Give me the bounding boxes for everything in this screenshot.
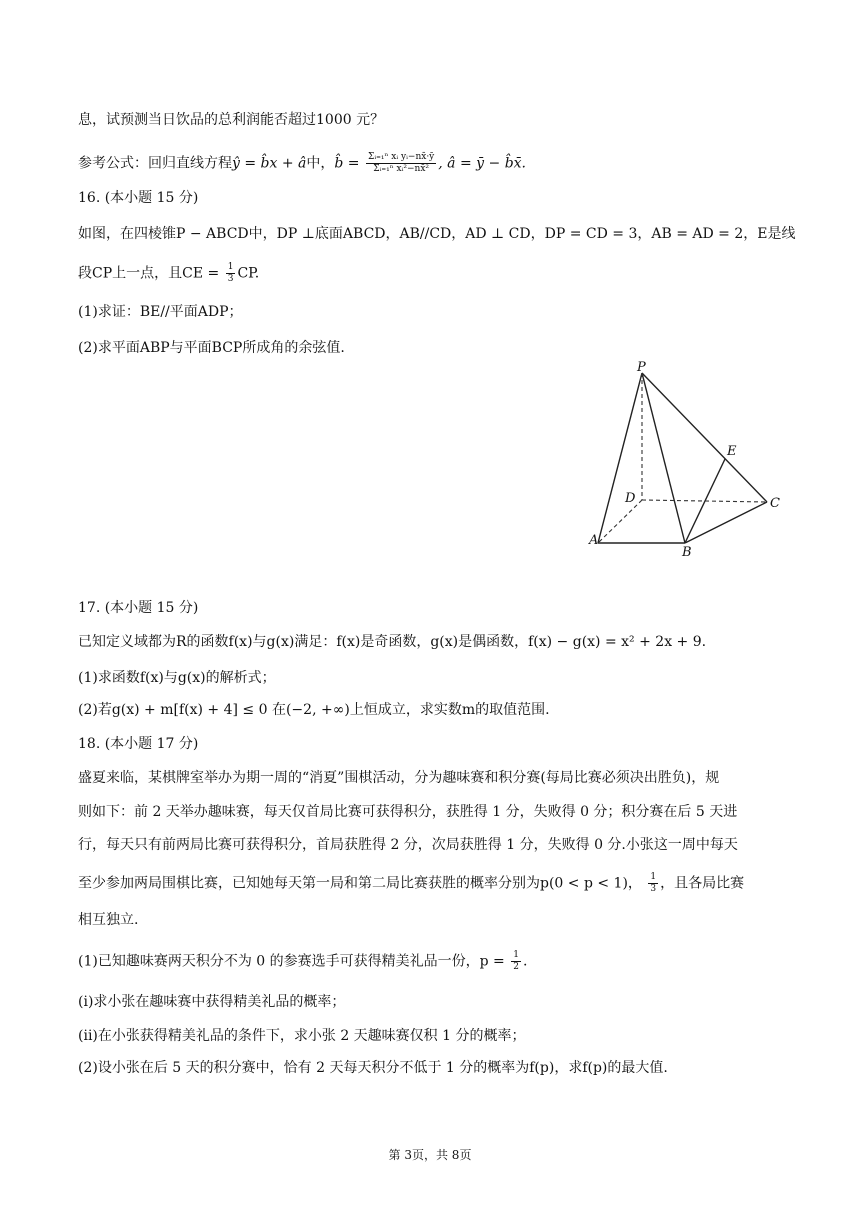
edge-pb <box>642 373 685 543</box>
label-b: B <box>682 545 692 558</box>
question-16-text <box>78 262 259 285</box>
fraction-numerator: 1 <box>650 872 657 882</box>
fraction-denominator: 2 <box>513 962 519 972</box>
pyramid-figure <box>585 358 785 558</box>
text-fragment: 段CP上一点，且CE = <box>78 265 220 282</box>
reference-formula <box>78 152 526 175</box>
fraction-denominator: 3 <box>650 884 657 894</box>
edge-pc <box>642 373 767 502</box>
text-fragment: (1)已知趣味赛两天积分不为 0 的参赛选手可获得精美礼品一份，p = <box>78 953 505 970</box>
page-footer: 第 3页，共 8页 <box>388 1148 472 1162</box>
question-18-subpart-i: (i)求小张在趣味赛中获得精美礼品的概率； <box>78 994 346 1010</box>
label-a: A <box>589 533 599 548</box>
question-18-text: 行，每天只有前两局比赛可获得积分，首局获胜得 2 分，次局获胜得 1 分，失败得 0 分.小张这一周中每天 <box>78 837 738 853</box>
edge-da-hidden <box>598 500 642 543</box>
fraction-numerator: Σᵢ₌₁ⁿ xᵢ yᵢ−nx̄·ȳ <box>367 152 435 162</box>
a-hat-formula: , â = ȳ − b̂x̄. <box>438 155 527 172</box>
fraction <box>226 262 236 285</box>
b-hat-fraction <box>366 152 436 175</box>
regression-equation: ŷ = b̂x + â <box>232 155 307 172</box>
question-18-heading: 18. (本小题 17 分) <box>78 736 199 752</box>
question-16-text: 如图，在四棱锥P − ABCD中，DP ⊥底面ABCD，AB//CD，AD ⊥ CD，DP = CD = 3，AB = AD = 2，E是线 <box>78 226 796 242</box>
fraction-denominator: 3 <box>227 274 234 284</box>
question-18-text: 相互独立. <box>78 912 139 928</box>
question-17-part-1: (1)求函数f(x)与g(x)的解析式； <box>78 670 276 686</box>
question-17-text: 已知定义域都为R的函数f(x)与g(x)满足：f(x)是奇函数，g(x)是偶函数，f(x) − g(x) = x² + 2x + 9. <box>78 634 707 650</box>
question-18-text: 则如下：前 2 天举办趣味赛，每天仅首局比赛可获得积分，获胜得 1 分，失败得 0 分；积分赛在后 5 天进 <box>78 804 738 820</box>
question-17-heading: 17. (本小题 15 分) <box>78 600 199 616</box>
question-18-text <box>78 872 744 895</box>
text-fragment: ，且各局比赛 <box>660 875 745 892</box>
fraction-denominator: Σᵢ₌₁ⁿ xᵢ²−nx̄² <box>373 164 430 174</box>
fraction <box>511 950 521 973</box>
fraction-numerator: 1 <box>513 950 519 960</box>
question-18-subpart-ii: (ii)在小张获得精美礼品的条件下，求小张 2 天趣味赛仅积 1 分的概率； <box>78 1028 526 1044</box>
formula-text: 中， <box>306 155 335 172</box>
question-16-part-2: (2)求平面ABP与平面BCP所成角的余弦值. <box>78 340 345 356</box>
text-fragment: . <box>522 953 528 970</box>
question-18-part-1 <box>78 950 527 973</box>
text-fragment: 至少参加两局围棋比赛，已知她每天第一局和第二局比赛获胜的概率分别为p(0 < p < 1)， <box>78 875 642 892</box>
question-17-part-2: (2)若g(x) + m[f(x) + 4] ≤ 0 在(−2, +∞)上恒成立，求实数m的取值范围. <box>78 702 550 718</box>
label-c: C <box>770 496 780 511</box>
question-18-text: 盛夏来临，某棋牌室举办为期一周的“消夏”围棋活动，分为趣味赛和积分赛(每局比赛必须决出胜负)，规 <box>78 770 720 786</box>
edge-pa <box>598 373 642 543</box>
question-16-part-1: (1)求证：BE//平面ADP； <box>78 304 243 320</box>
question-16-heading: 16. (本小题 15 分) <box>78 190 199 206</box>
text-fragment: CP. <box>237 265 260 282</box>
edge-bc <box>685 502 767 543</box>
label-e: E <box>727 444 737 459</box>
text-line: 息，试预测当日饮品的总利润能否超过1000 元？ <box>78 112 385 128</box>
label-p: P <box>637 360 646 375</box>
formula-label: 参考公式：回归直线方程 <box>78 155 232 172</box>
b-hat-label: b̂ = <box>334 155 360 172</box>
fraction-numerator: 1 <box>227 262 234 272</box>
label-d: D <box>625 491 636 506</box>
fraction <box>648 872 658 895</box>
question-18-part-2: (2)设小张在后 5 天的积分赛中，恰有 2 天每天积分不低于 1 分的概率为f(p)，求f(p)的最大值. <box>78 1060 668 1076</box>
